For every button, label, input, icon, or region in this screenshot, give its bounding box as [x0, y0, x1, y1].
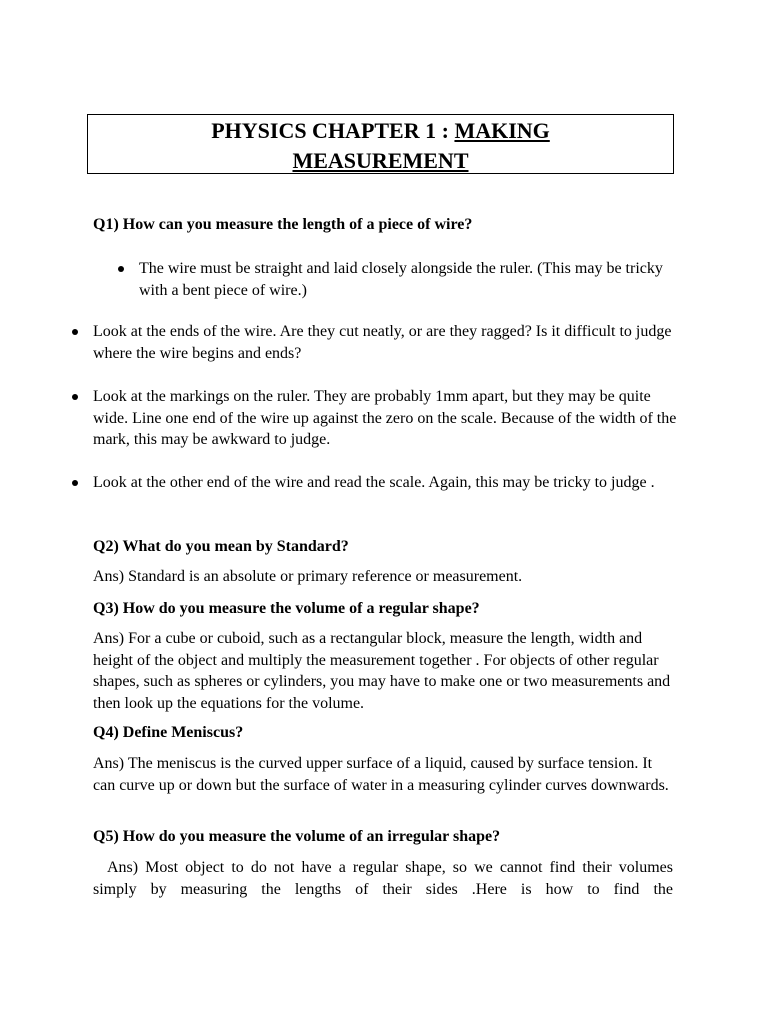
- q1-bullet-4: [93, 472, 683, 494]
- q3-question: Q3) How do you measure the volume of a regular shape?: [93, 600, 480, 617]
- q4-question: Q4) Define Meniscus?: [93, 724, 244, 741]
- title-chapter-label: PHYSICS CHAPTER 1 :: [211, 118, 455, 143]
- q1-bullet-1-text: The wire must be straight and laid closely alongside the ruler. (This may be tricky with a bent piece of wire.): [139, 260, 663, 299]
- q5-question: Q5) How do you measure the volume of an irregular shape?: [93, 828, 501, 845]
- bullet-dot: [72, 329, 78, 335]
- q2-answer: Ans) Standard is an absolute or primary reference or measurement.: [93, 568, 523, 585]
- q2-question: Q2) What do you mean by Standard?: [93, 538, 349, 555]
- q1-bullet-4-text: Look at the other end of the wire and read the scale. Again, this may be tricky to judge .: [93, 474, 655, 491]
- q5-answer: Ans) Most object to do not have a regular shape, so we cannot find their volumes simply by measuring the lengths of their sides .Here is how to find the: [93, 859, 673, 898]
- title-making: MAKING: [454, 118, 550, 143]
- chapter-title-box: [87, 114, 674, 174]
- q1-bullet-2: [93, 321, 683, 364]
- bullet-dot: [72, 480, 78, 486]
- title-line-1: [88, 116, 673, 146]
- q3-answer: Ans) For a cube or cuboid, such as a rectangular block, measure the length, width and height of the object and multiply the measurement together . For objects of other regular shapes, such as spheres or cylinders, you may have to make one or two measurements and then look up the equations for the volume.: [93, 630, 671, 712]
- q1-bullet-1: [139, 258, 679, 301]
- q4-answer: Ans) The meniscus is the curved upper surface of a liquid, caused by surface tension. It can curve up or down but the surface of water in a measuring cylinder curves downwards.: [93, 755, 669, 794]
- bullet-dot: [72, 394, 78, 400]
- bullet-dot: [118, 266, 124, 272]
- q1-question: Q1) How can you measure the length of a piece of wire?: [93, 216, 473, 233]
- q1-bullet-3-text: Look at the markings on the ruler. They are probably 1mm apart, but they may be quite wide. Line one end of the wire up against the zero on the scale. Because of the width of the mark, this may be awkward to judge.: [93, 388, 677, 448]
- q1-bullet-2-text: Look at the ends of the wire. Are they cut neatly, or are they ragged? Is it difficult to judge where the wire begins and ends?: [93, 323, 672, 362]
- q1-bullet-3: [93, 386, 683, 451]
- title-line-2: MEASUREMENT: [292, 148, 469, 173]
